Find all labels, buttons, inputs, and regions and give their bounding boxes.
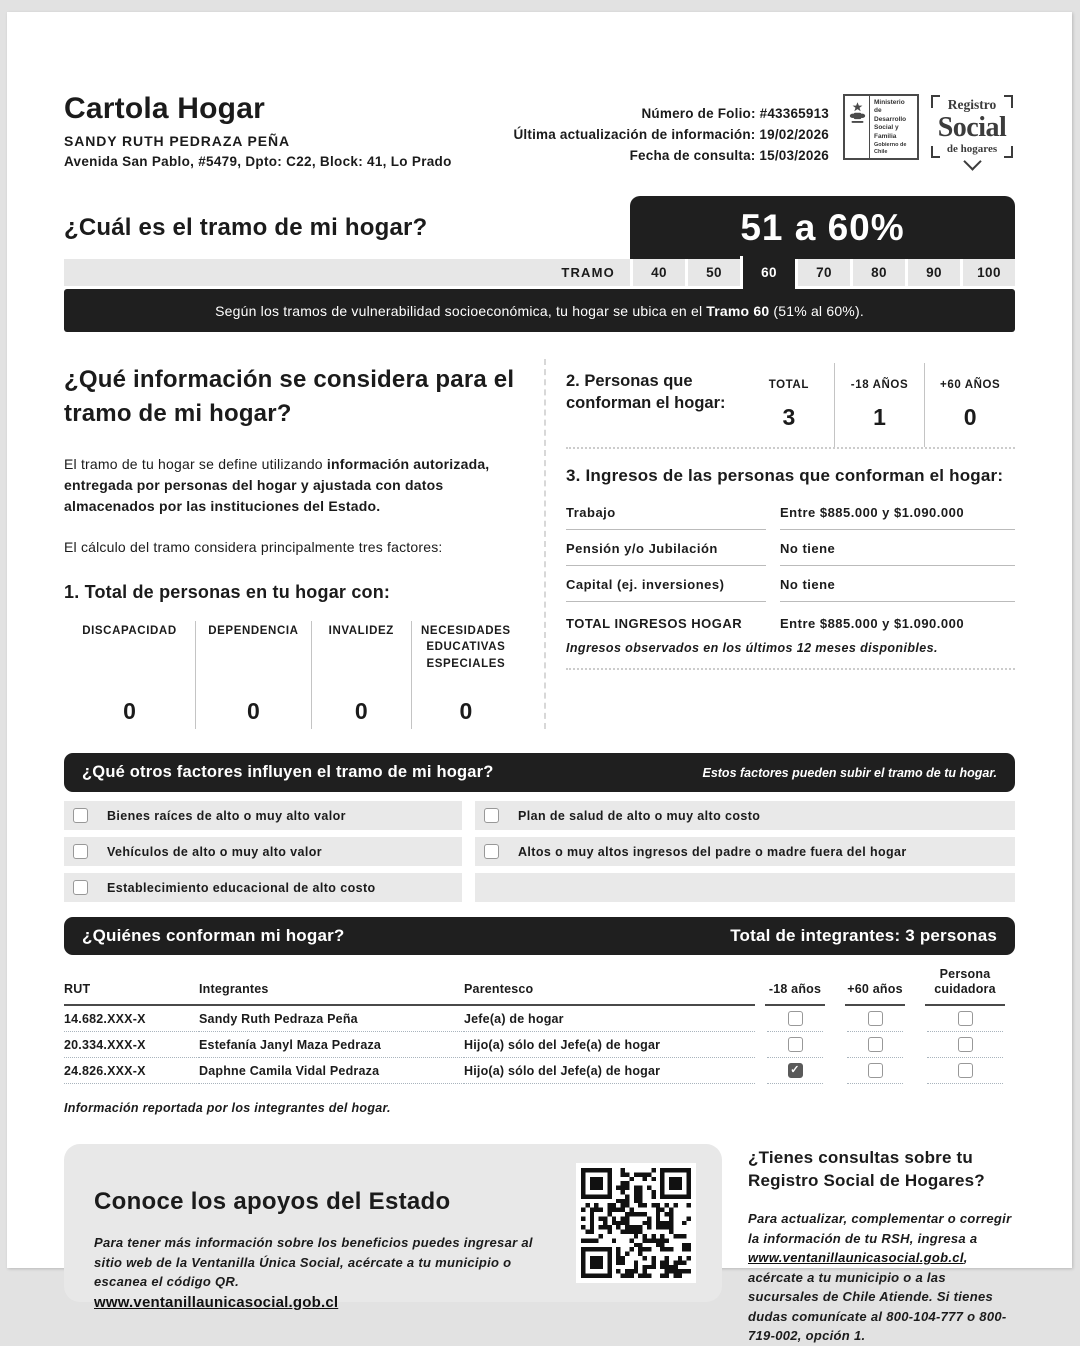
tramo-cell-70: 70 xyxy=(795,259,850,286)
support-box xyxy=(64,1144,722,1311)
tramo-banner: Según los tramos de vulnerabilidad socioeconómica, tu hogar se ubica en el Tramo 60 (51% al 60%). xyxy=(64,289,1015,332)
checkbox-over60-row3[interactable] xyxy=(868,1063,883,1078)
info-paragraph-1: El tramo de tu hogar se define utilizando información autorizada, entregada por personas del hogar y ajustada con datos almacenados por las instituciones del Estado. xyxy=(64,456,490,514)
incomes-section xyxy=(566,466,1015,668)
household-section xyxy=(64,917,1015,1115)
tramo-cell-40: 40 xyxy=(630,259,685,286)
incomes-note: Ingresos observados en los últimos 12 meses disponibles. xyxy=(566,641,938,655)
tramo-question: ¿Cuál es el tramo de mi hogar? xyxy=(64,213,428,241)
checkbox-over60-row1[interactable] xyxy=(868,1011,883,1026)
factor1-stats xyxy=(64,621,520,729)
consult-date: Fecha de consulta: 15/03/2026 xyxy=(629,147,829,163)
table-row: 24.826.XXX-X Daphne Camila Vidal Pedraza Hijo(a) sólo del Jefe(a) de hogar ✓ xyxy=(64,1058,1015,1084)
other-factors-note: Estos factores pueden subir el tramo de tu hogar. xyxy=(702,765,997,780)
checkbox-vehiculos[interactable] xyxy=(73,844,88,859)
household-total: Total de integrantes: 3 personas xyxy=(730,926,997,946)
stat-discapacidad: DISCAPACIDAD 0 xyxy=(82,625,177,725)
chile-coat-of-arms-icon xyxy=(845,96,870,158)
factor-bienes-raices: Bienes raíces de alto o muy alto valor xyxy=(64,801,462,830)
checkbox-caregiver-row1[interactable] xyxy=(958,1011,973,1026)
incomes-heading: 3. Ingresos de las personas que conforman el hogar: xyxy=(566,466,1004,485)
tramo-scale-bar xyxy=(64,259,1015,286)
income-row-total: TOTAL INGRESOS HOGAR Entre $885.000 y $1.090.000 xyxy=(566,616,965,631)
income-row-capital: Capital (ej. inversiones) No tiene xyxy=(566,566,1015,602)
col-rut: RUT xyxy=(64,982,199,1006)
income-row-pension: Pensión y/o Jubilación No tiene xyxy=(566,530,1015,566)
checkbox-plan-salud[interactable] xyxy=(484,808,499,823)
factor-establecimiento: Establecimiento educacional de alto costo xyxy=(64,873,462,902)
table-row: 20.334.XXX-X Estefanía Janyl Maza Pedraza Hijo(a) sólo del Jefe(a) de hogar xyxy=(64,1032,1015,1058)
household-header xyxy=(64,917,1015,955)
person-name: SANDY RUTH PEDRAZA PEÑA xyxy=(64,133,291,149)
tramo-cell-80: 80 xyxy=(850,259,905,286)
stat-total: TOTAL 3 xyxy=(768,379,809,430)
info-left-column xyxy=(64,359,546,729)
folio-number: Número de Folio: #43365913 xyxy=(641,106,829,121)
page-title: Cartola Hogar xyxy=(64,92,265,125)
table-row: 14.682.XXX-X Sandy Ruth Pedraza Peña Jefe(a) de hogar xyxy=(64,1006,1015,1032)
qr-code xyxy=(576,1163,696,1283)
contact-column xyxy=(748,1144,1015,1345)
factor-altos-ingresos: Altos o muy altos ingresos del padre o madre fuera del hogar xyxy=(475,837,1015,866)
info-right-column xyxy=(546,359,1015,729)
tramo-cell-90: 90 xyxy=(905,259,960,286)
col-persona-cuidadora: Persona cuidadora xyxy=(925,967,1005,1006)
tramo-cell-60-active: 60 xyxy=(740,256,795,289)
stat-dependencia: DEPENDENCIA 0 xyxy=(195,621,311,729)
other-factors-heading: ¿Qué otros factores influyen el tramo de mi hogar? xyxy=(82,763,494,782)
support-text: Para tener más información sobre los beneficios puedes ingresar al sitio web de la Ventanilla Única Social, acércate a tu municipio o escanea el código QR. xyxy=(94,1235,533,1290)
household-table-header xyxy=(64,967,1015,1006)
income-row-trabajo: Trabajo Entre $885.000 y $1.090.000 xyxy=(566,494,1015,530)
stat-under-18: -18 AÑOS 1 xyxy=(834,363,925,447)
info-section xyxy=(64,359,1015,729)
stat-invalidez: INVALIDEZ 0 xyxy=(311,621,411,729)
checkbox-caregiver-row3[interactable] xyxy=(958,1063,973,1078)
last-update-date: Última actualización de información: 19/02/2026 xyxy=(513,126,829,142)
ministry-logo xyxy=(843,94,919,160)
checkbox-establecimiento[interactable] xyxy=(73,880,88,895)
divider xyxy=(566,447,1015,449)
col-under-18: -18 años xyxy=(765,982,825,1006)
tramo-scale-label: TRAMO xyxy=(561,265,615,280)
col-parentesco: Parentesco xyxy=(464,982,755,1006)
info-paragraph-2: El cálculo del tramo considera principalmente tres factores: xyxy=(64,539,443,556)
tramo-cell-50: 50 xyxy=(685,259,740,286)
ministry-logo-text: Ministerio de Desarrollo Social y Familia Gobierno de Chile xyxy=(870,96,917,158)
header-identity xyxy=(64,92,452,169)
checkbox-under18-row1[interactable] xyxy=(788,1011,803,1026)
persons-heading: 2. Personas que conforman el hogar: xyxy=(566,372,726,412)
household-note: Información reportada por los integrantes del hogar. xyxy=(64,1101,391,1116)
factor-empty-cell xyxy=(475,873,1015,902)
footer-section xyxy=(64,1144,1015,1345)
tramo-banner-bold: Tramo 60 xyxy=(706,302,770,319)
contact-link[interactable]: www.ventanillaunicasocial.gob.cl xyxy=(748,1250,964,1266)
checkbox-bienes-raices[interactable] xyxy=(73,808,88,823)
divider xyxy=(566,668,1015,670)
support-link[interactable]: www.ventanillaunicasocial.gob.cl xyxy=(94,1293,339,1311)
stat-necesidades-educativas: NECESIDADES EDUCATIVAS ESPECIALES 0 xyxy=(411,621,520,729)
factor-plan-salud: Plan de salud de alto o muy alto costo xyxy=(475,801,1015,830)
other-factors-section xyxy=(64,753,1015,902)
checkbox-under18-row3[interactable]: ✓ xyxy=(788,1063,803,1078)
tramo-section xyxy=(64,196,1015,332)
support-heading: Conoce los apoyos del Estado xyxy=(94,1188,451,1216)
stat-over-60: +60 AÑOS 0 xyxy=(924,363,1015,447)
factor-vehiculos: Vehículos de alto o muy alto valor xyxy=(64,837,462,866)
col-over-60: +60 años xyxy=(845,982,905,1006)
contact-text: Para actualizar, complementar o corregir la información de tu RSH, ingresa a www.ventanillaunicasocial.gob.cl, acércate a tu municipio o a las sucursales de Chile Atiende. Si tienes dudas comunícate al 800-104-777 o 800-719-002, opción 1. xyxy=(748,1211,1012,1344)
tramo-value-badge: 51 a 60% xyxy=(630,196,1015,259)
gobierno-de-chile-label: Gobierno de Chile xyxy=(874,141,907,155)
checkbox-altos-ingresos[interactable] xyxy=(484,844,499,859)
tramo-cell-100: 100 xyxy=(960,259,1015,286)
contact-heading: ¿Tienes consultas sobre tu Registro Social de Hogares? xyxy=(748,1148,985,1190)
document-page xyxy=(7,12,1072,1344)
persons-section xyxy=(566,363,1015,447)
checkbox-over60-row2[interactable] xyxy=(868,1037,883,1052)
household-heading: ¿Quiénes conforman mi hogar? xyxy=(82,926,345,946)
other-factors-header xyxy=(64,753,1015,792)
registro-social-logo: Registro Social de hogares xyxy=(929,95,1015,169)
checkbox-caregiver-row2[interactable] xyxy=(958,1037,973,1052)
col-integrantes: Integrantes xyxy=(199,982,464,1006)
info-heading: ¿Qué información se considera para el tramo de mi hogar? xyxy=(64,366,515,428)
factor1-heading: 1. Total de personas en tu hogar con: xyxy=(64,582,391,603)
folio-block xyxy=(513,104,829,169)
person-address: Avenida San Pablo, #5479, Dpto: C22, Block: 41, Lo Prado xyxy=(64,154,452,169)
checkbox-under18-row2[interactable] xyxy=(788,1037,803,1052)
document-header xyxy=(64,92,1015,169)
